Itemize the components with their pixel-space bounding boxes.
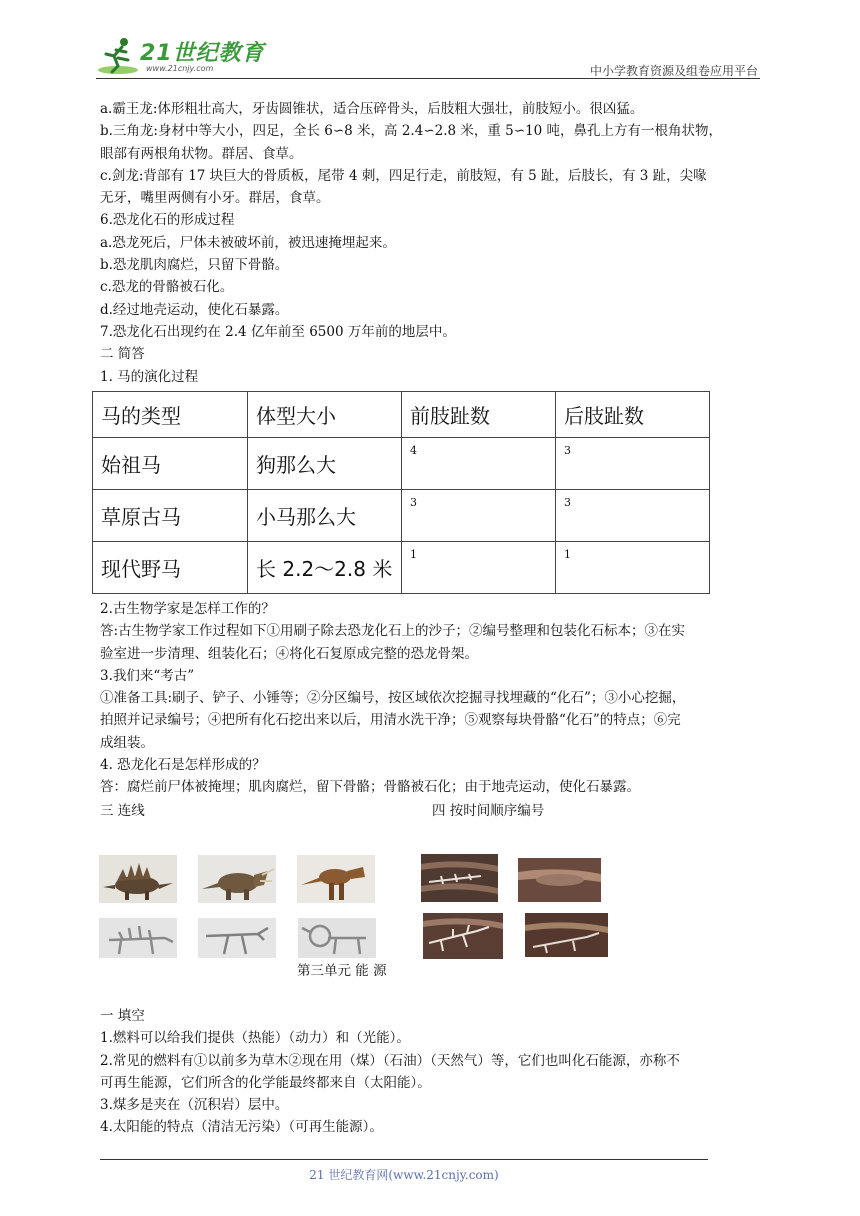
logo-url: www.21cnjy.com xyxy=(146,64,214,73)
text-line: 1.燃料可以给我们提供（热能）（动力）和（光能）。 xyxy=(100,1030,410,1047)
raptor-skeleton-image xyxy=(198,918,276,958)
fossil-layer-image xyxy=(525,913,608,957)
text-line: ①准备工具:刷子、铲子、小锤等；②分区编号，按区域依次挖掘寻找埋藏的“化石”；③小心挖掘， xyxy=(100,690,686,707)
text-line: 答:古生物学家工作过程如下①用刷子除去恐龙化石上的沙子；②编号整理和包装化石标本；③在实 xyxy=(100,623,686,640)
section-heading: 二 简答 xyxy=(100,346,145,363)
text-line: c.剑龙:背部有 17 块巨大的骨质板，尾带 4 刺，四足行走，前肢短，有 5 趾，后肢长，有 3 趾，尖喙 xyxy=(100,167,707,184)
text-line: a.霸王龙:体形粗壮高大，牙齿圆锥状，适合压碎骨头，后肢粗大强壮，前肢短小。很凶猛。 xyxy=(100,101,644,117)
unit-title: 第三单元 能 源 xyxy=(297,963,387,979)
table-header-cell: 马的类型 xyxy=(93,392,248,438)
table-cell: 始祖马 xyxy=(93,438,248,490)
fossil-layer-image xyxy=(421,854,498,902)
page-footer: 21 世纪教育网(www.21cnjy.com) xyxy=(309,1168,499,1182)
text-line: a.恐龙死后，尸体未被破坏前，被迅速掩埋起来。 xyxy=(100,234,396,251)
question-heading: 3.我们来“考古” xyxy=(100,667,195,684)
table-cell: 4 xyxy=(402,438,556,490)
matching-heading: 三 连线 xyxy=(100,803,145,819)
text-line: b.三角龙:身材中等大小，四足，全长 6∽8 米，高 2.4∽2.8 米，重 5∽10 吨，鼻孔上方有一根角状物， xyxy=(100,123,723,140)
text-line: 答：腐烂前尸体被掩埋；肌肉腐烂，留下骨骼；骨骼被石化；由于地壳运动，使化石暴露。 xyxy=(100,779,640,796)
ordering-heading: 四 按时间顺序编号 xyxy=(432,803,545,819)
text-line: 2.常见的燃料有①以前多为草木②现在用（煤）（石油）（天然气）等，它们也叫化石能源，亦称不 xyxy=(100,1052,680,1069)
table-cell: 1 xyxy=(402,542,556,594)
logo-text: 21世纪教育 xyxy=(140,41,265,66)
text-line: 7.恐龙化石出现约在 2.4 亿年前至 6500 万年前的地层中。 xyxy=(100,323,456,340)
text-line: 成组装。 xyxy=(100,734,154,751)
text-line: 无牙，嘴里两侧有小牙。群居，食草。 xyxy=(100,190,330,207)
table-row xyxy=(93,438,710,490)
table-cell: 3 xyxy=(402,490,556,542)
question-heading: 2.古生物学家是怎样工作的？ xyxy=(100,601,275,617)
section-heading: 一 填空 xyxy=(100,1008,145,1024)
tyrannosaurus-image xyxy=(297,855,375,903)
table-cell: 3 xyxy=(556,438,710,490)
table-header-cell: 前肢趾数 xyxy=(402,392,556,438)
text-line: 验室进一步清理、组装化石；④将化石复原成完整的恐龙骨架。 xyxy=(100,645,478,662)
table-cell: 小马那么大 xyxy=(248,490,402,542)
question-heading: 1. 马的演化过程 xyxy=(100,368,199,385)
footer-divider xyxy=(100,1159,708,1160)
text-line: 3.煤多是夹在（沉积岩）层中。 xyxy=(100,1097,289,1114)
text-line: c.恐龙的骨骼被石化。 xyxy=(100,279,234,296)
qa-section xyxy=(100,598,768,799)
text-line: 拍照并记录编号；④把所有化石挖出来以后，用清水洗干净；⑤观察每块骨骼“化石”的特点；⑥完 xyxy=(100,712,681,729)
triceratops-skeleton-image xyxy=(298,918,376,958)
text-line: 4.太阳能的特点（清洁无污染）（可再生能源）。 xyxy=(100,1119,383,1136)
horse-evolution-table xyxy=(92,391,710,594)
logo xyxy=(96,34,266,78)
stegosaurus-skeleton-image xyxy=(99,918,177,958)
text-line: 眼部有两根角状物。群居、食草。 xyxy=(100,145,303,162)
table-cell: 1 xyxy=(556,542,710,594)
table-cell: 草原古马 xyxy=(93,490,248,542)
table-header-row xyxy=(93,392,710,438)
table-cell: 3 xyxy=(556,490,710,542)
text-line: d.经过地壳运动，使化石暴露。 xyxy=(100,301,289,318)
fossil-layer-image xyxy=(423,913,503,959)
energy-section xyxy=(100,1005,768,1139)
platform-title: 中小学教育资源及组卷应用平台 xyxy=(589,64,758,78)
text-line: 可再生能源，它们所含的化学能最终都来自（太阳能）。 xyxy=(100,1074,431,1091)
table-cell: 狗那么大 xyxy=(248,438,402,490)
question-heading: 4. 恐龙化石是怎样形成的？ xyxy=(100,757,266,774)
dinosaur-section xyxy=(100,98,768,388)
table-header-cell: 体型大小 xyxy=(248,392,402,438)
fossil-layer-image xyxy=(518,858,601,902)
table-row xyxy=(93,542,710,594)
stegosaurus-image xyxy=(99,855,177,903)
text-line: 6.恐龙化石的形成过程 xyxy=(100,212,235,229)
table-header-cell: 后肢趾数 xyxy=(556,392,710,438)
header-divider xyxy=(96,78,760,79)
table-cell: 现代野马 xyxy=(93,542,248,594)
table-row xyxy=(93,490,710,542)
table-cell: 长 2.2～2.8 米 xyxy=(248,542,402,594)
text-line: b.恐龙肌肉腐烂，只留下骨骼。 xyxy=(100,257,289,274)
runner-logo-icon xyxy=(96,36,140,76)
page-header xyxy=(96,34,760,80)
triceratops-image xyxy=(198,855,276,903)
